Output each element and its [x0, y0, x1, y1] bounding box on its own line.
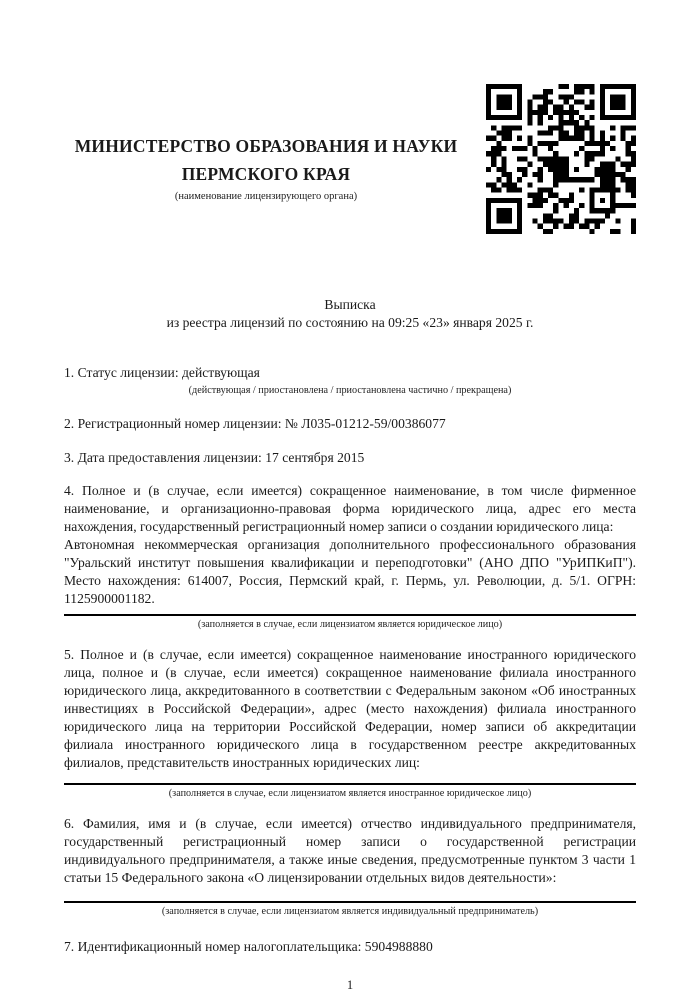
clause-2-text: 2. Регистрационный номер лицензии: № Л035-01212-59/00386077	[64, 416, 446, 431]
clause-2-registration-number	[64, 415, 636, 433]
document-header	[64, 0, 636, 234]
page-number: 1	[346, 978, 354, 990]
title-line1: Выписка	[324, 297, 376, 312]
clause-5-caption: (заполняется в случае, если лицензиатом является иностранное юридическое лицо)	[168, 788, 532, 799]
clause-4-label: 4. Полное и (в случае, если имеется) сокращенное наименование, в том числе фирменное наименование, и организационно-правовая форма юридического лица, адрес его места нахождения, государственный регистрационный номер записи о создании юридического лица:	[64, 483, 636, 534]
clause-7-text: 7. Идентификационный номер налогоплательщика: 5904988880	[64, 939, 433, 954]
fill-in-line	[64, 901, 636, 903]
clause-5-foreign-entity	[64, 646, 636, 800]
clause-6-label: 6. Фамилия, имя и (в случае, если имеется) отчество индивидуального предпринимателя, государственный регистрационный номер записи о государственной регистрации индивидуального предпринимателя, а также иные сведения, предусмотренные пунктом 3 части 1 статьи 15 Федерального закона «О лицензировании отдельных видов деятельности»:	[64, 816, 636, 885]
clause-4-legal-entity	[64, 482, 636, 631]
title-line2: из реестра лицензий по состоянию на 09:25 «23» января 2025 г.	[166, 315, 534, 330]
licensing-authority-block	[64, 84, 486, 202]
ministry-name-line1: МИНИСТЕРСТВО ОБРАЗОВАНИЯ И НАУКИ	[74, 136, 458, 156]
clause-3-grant-date	[64, 449, 636, 467]
fill-in-line	[64, 783, 636, 785]
clauses	[64, 364, 636, 956]
qr-code-icon	[486, 84, 636, 234]
fill-in-line	[64, 614, 636, 616]
document-title	[64, 296, 636, 332]
clause-1-license-status	[64, 364, 636, 397]
ministry-name-line2: ПЕРМСКОГО КРАЯ	[181, 164, 351, 184]
clause-4-value: Автономная некоммерческая организация дополнительного профессионального образования "Уральский институт повышения квалификации и переподготовки" (АНО ДПО "УрИПКиП"). Место нахождения: 614007, Россия, Пермский край, г. Пермь, ул. Революции, д. 5/1. ОГРН: 1125900001182.	[64, 537, 636, 606]
clause-6-caption: (заполняется в случае, если лицензиатом является индивидуальный предприниматель)	[161, 906, 539, 917]
clause-7-taxpayer-id	[64, 938, 636, 956]
clause-1-caption: (действующая / приостановлена / приостановлена частично / прекращена)	[188, 385, 512, 396]
ministry-caption: (наименование лицензирующего органа)	[174, 191, 358, 202]
clause-3-text: 3. Дата предоставления лицензии: 17 сентября 2015	[64, 450, 365, 465]
clause-5-label: 5. Полное и (в случае, если имеется) сокращенное наименование иностранного юридического лица, полное и (в случае, если имеется) сокращенное наименование филиала иностранного юридического лица, аккредитованного в соответствии с Федеральным законом «Об иностранных инвестициях в Российской Федерации», адрес (место нахождения) филиала иностранного юридического лица на территории Российской Федерации, номер записи об аккредитации филиала иностранного юридического лица в государственном реестре аккредитованных филиалов, представительств иностранных юридических лиц:	[64, 647, 636, 770]
clause-4-caption: (заполняется в случае, если лицензиатом является юридическое лицо)	[197, 619, 503, 630]
clause-6-individual-entrepreneur	[64, 815, 636, 918]
clause-1-text: 1. Статус лицензии: действующая	[64, 365, 260, 380]
